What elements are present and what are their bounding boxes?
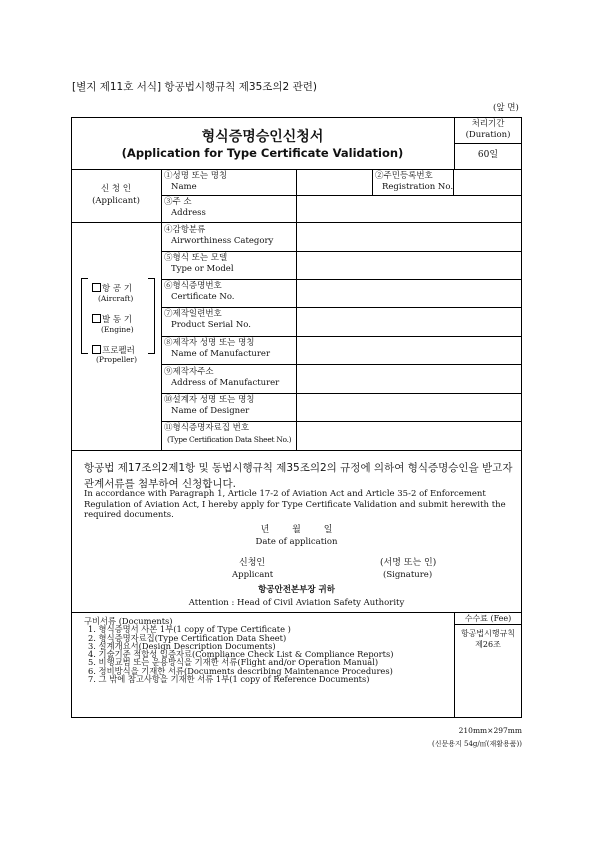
manufacturer-address-field[interactable] <box>297 365 521 392</box>
field-label-manufacturer: ⑧제작자 성명 또는 명칭 <box>164 338 255 348</box>
document-item: 1. 형식증명서 사본 1부(1 copy of Type Certificate ) <box>88 624 291 635</box>
aircraft-label: 항 공 기 <box>102 284 133 294</box>
aircraft-option[interactable] <box>92 283 132 294</box>
statement-en: In accordance with Paragraph 1, Article 17-2 of Aviation Act and Article 35-2 of Enforcement Regulation of Aviation Act, I hereby apply for Type Certificate Validation and submit herewith the required documents. <box>84 489 506 521</box>
row-line <box>71 450 522 451</box>
applicant-section-label: 신 청 인 <box>100 184 132 194</box>
option-bracket <box>148 278 155 354</box>
engine-checkbox[interactable] <box>92 314 101 323</box>
applicant-signature-label: 신청인 <box>239 558 266 568</box>
paper-size: 210mm×297mm <box>458 726 522 735</box>
engine-label: 발 동 기 <box>102 315 133 325</box>
field-label-designer-en: Name of Designer <box>171 406 250 416</box>
field-label-airworthiness-en: Airworthiness Category <box>171 236 274 246</box>
field-label-manufacturer-address-en: Address of Manufacturer <box>171 378 280 388</box>
propeller-label-en: (Propeller) <box>96 355 138 364</box>
type-field[interactable] <box>297 252 521 278</box>
attention-label-en: Attention : Head of Civil Aviation Safety Authority <box>188 598 405 608</box>
processing-days: 60일 <box>477 150 499 160</box>
field-label-serial: ⑦제작일련번호 <box>164 309 222 319</box>
engine-label-en: (Engine) <box>101 325 134 334</box>
signature-field[interactable]: (서명 또는 인) <box>380 558 437 568</box>
address-label: ③주 소 <box>164 197 192 207</box>
applicant-section-label-en: (Applicant) <box>92 196 140 206</box>
registration-label: ②주민등록번호 <box>375 171 433 181</box>
date-label-en: Date of application <box>255 537 338 547</box>
field-label-manufacturer-en: Name of Manufacturer <box>171 349 271 359</box>
form-header: [별지 제11호 서식] 항공법시행규칙 제35조의2 관련) <box>72 81 317 93</box>
serial-field[interactable] <box>297 308 521 335</box>
engine-option[interactable] <box>92 314 132 325</box>
field-label-certificate: ⑥형식증명번호 <box>164 281 222 291</box>
field-label-airworthiness: ④감항분류 <box>164 225 206 235</box>
option-bracket-left <box>81 278 88 354</box>
document-item: 4. 기술기준 적합성 입증자료(Compliance Check List & Compliance Reports) <box>88 649 394 660</box>
propeller-label: 프로펠러 <box>102 346 135 356</box>
aircraft-checkbox[interactable] <box>92 283 101 292</box>
form-title: 형식증명승인신청서 <box>201 129 324 145</box>
documents-heading: 구비서류 (Documents) <box>84 616 173 626</box>
fee-label: 수수료 (Fee) <box>464 614 512 623</box>
processing-label-en: (Duration) <box>465 130 511 140</box>
propeller-option[interactable] <box>92 345 135 356</box>
name-label-en: Name <box>171 182 197 192</box>
fee-line2: 제26조 <box>475 640 501 649</box>
data-sheet-field[interactable] <box>297 422 521 449</box>
col-line <box>161 169 162 450</box>
document-item: 5. 비행교범 또는 운용방식을 기재한 서류(Flight and/or Operation Manual) <box>88 657 379 668</box>
page-side-label: (앞 면) <box>493 103 519 113</box>
date-field[interactable]: 년 월 일 <box>260 525 333 535</box>
manufacturer-field[interactable] <box>297 337 521 363</box>
paper-type: (신문용지 54g/㎡(재활용품)) <box>432 740 522 748</box>
signature-label-en: (Signature) <box>383 570 433 580</box>
documents-list <box>84 617 393 683</box>
aircraft-label-en: (Aircraft) <box>98 294 134 303</box>
fee-line1: 항공법시행규칙 <box>460 629 516 638</box>
field-label-serial-en: Product Serial No. <box>171 320 251 330</box>
designer-field[interactable] <box>297 394 521 420</box>
attention-label: 항공안전본부장 귀하 <box>258 585 335 595</box>
name-field[interactable] <box>297 170 371 194</box>
address-label-en: Address <box>171 208 206 218</box>
document-item: 3. 설계개요서(Design Description Documents) <box>88 640 276 651</box>
fee-divider <box>454 624 522 625</box>
applicant-signature-label-en: Applicant <box>232 570 274 580</box>
statement-ko: 항공법 제17조의2제1항 및 동법시행규칙 제35조의2의 규정에 의하여 형식증명승인을 받고자 관계서류를 첨부하여 신청합니다. <box>84 462 513 490</box>
field-label-data-sheet: ⑪형식증명자료집 번호 <box>164 423 250 433</box>
form-title-en: (Application for Type Certificate Validation) <box>121 146 404 160</box>
field-label-designer: ⑩설계자 성명 또는 명칭 <box>164 395 255 405</box>
registration-label-en: Registration No. <box>382 182 454 192</box>
address-field[interactable] <box>297 196 521 221</box>
proc-divider <box>454 143 522 144</box>
document-item: 7. 그 밖에 참고사항을 기재한 서류 1부(1 copy of Reference Documents) <box>88 674 370 685</box>
airworthiness-field[interactable] <box>297 223 521 250</box>
propeller-checkbox[interactable] <box>92 345 101 354</box>
name-label: ①성명 또는 명칭 <box>164 171 228 181</box>
col-line <box>454 612 455 718</box>
col-line <box>372 169 373 195</box>
processing-label: 처리기간 <box>471 119 505 129</box>
document-item: 6. 정비방식을 기재한 서류(Documents describing Maintenance Procedures) <box>88 665 393 676</box>
field-label-type-en: Type or Model <box>171 264 234 274</box>
field-label-data-sheet-en: (Type Certification Data Sheet No.) <box>167 435 292 444</box>
registration-field[interactable] <box>454 170 521 194</box>
document-item: 2. 형식증명자료집(Type Certification Data Sheet) <box>88 632 287 643</box>
certificate-field[interactable] <box>297 280 521 306</box>
field-label-type: ⑤형식 또는 모델 <box>164 253 228 263</box>
field-label-manufacturer-address: ⑨제작자주소 <box>164 367 214 377</box>
field-label-certificate-en: Certificate No. <box>171 292 235 302</box>
